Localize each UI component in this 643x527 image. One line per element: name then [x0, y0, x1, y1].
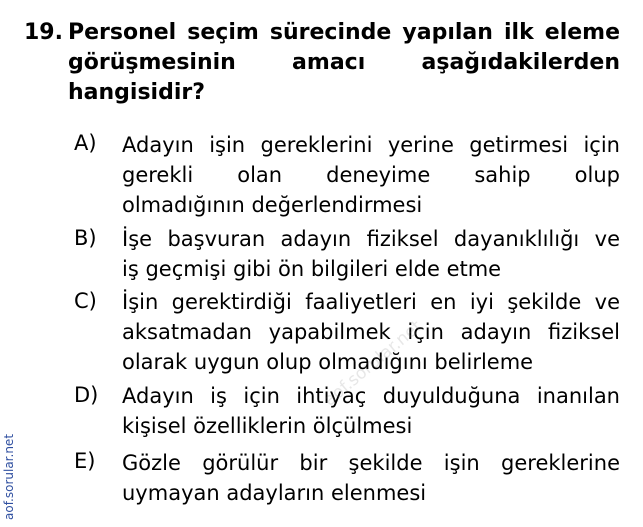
option-c-line-3: olarak uygun olup olmadığını belirleme: [122, 350, 534, 374]
diagonal-watermark: aof.sorular.net: [320, 316, 427, 411]
option-a-line-3: olmadığının değerlendirmesi: [122, 193, 423, 217]
option-c-line-1: İşin gerektirdiği faaliyetleri en iyi şekilde ve: [122, 290, 620, 314]
option-d-letter: D): [74, 383, 99, 407]
option-d-line-2: kişisel özelliklerin ölçülmesi: [122, 414, 413, 438]
option-e-line-2: uymayan adayların elenmesi: [122, 481, 427, 505]
side-watermark: aof.sorular.net: [2, 433, 16, 520]
question-number: 19.: [24, 20, 63, 45]
question-text-line-1: Personel seçim sürecinde yapılan ilk eleme: [68, 20, 620, 45]
option-e-line-1: Gözle görülür bir şekilde işin gereklerine: [122, 451, 620, 475]
option-e-letter: E): [74, 449, 96, 473]
option-b-letter: B): [74, 226, 97, 250]
option-b-line-2: iş geçmişi gibi ön bilgileri elde etme: [122, 257, 502, 281]
option-b-line-1: İşe başvuran adayın fiziksel dayanıklılığı ve: [122, 227, 620, 251]
option-c-line-2: aksatmadan yapabilmek için adayın fiziksel: [122, 320, 620, 344]
option-a-line-2: gerekli olan deneyime sahip olup: [122, 163, 620, 187]
question-text-line-3: hangisidir?: [68, 80, 205, 105]
question-text-line-2: görüşmesinin amacı aşağıdakilerden: [68, 50, 620, 75]
option-d-line-1: Adayın iş için ihtiyaç duyulduğuna inanılan: [122, 384, 620, 408]
option-c-letter: C): [74, 289, 97, 313]
option-a-letter: A): [74, 131, 97, 155]
option-a-line-1: Adayın işin gereklerini yerine getirmesi için: [122, 133, 620, 157]
